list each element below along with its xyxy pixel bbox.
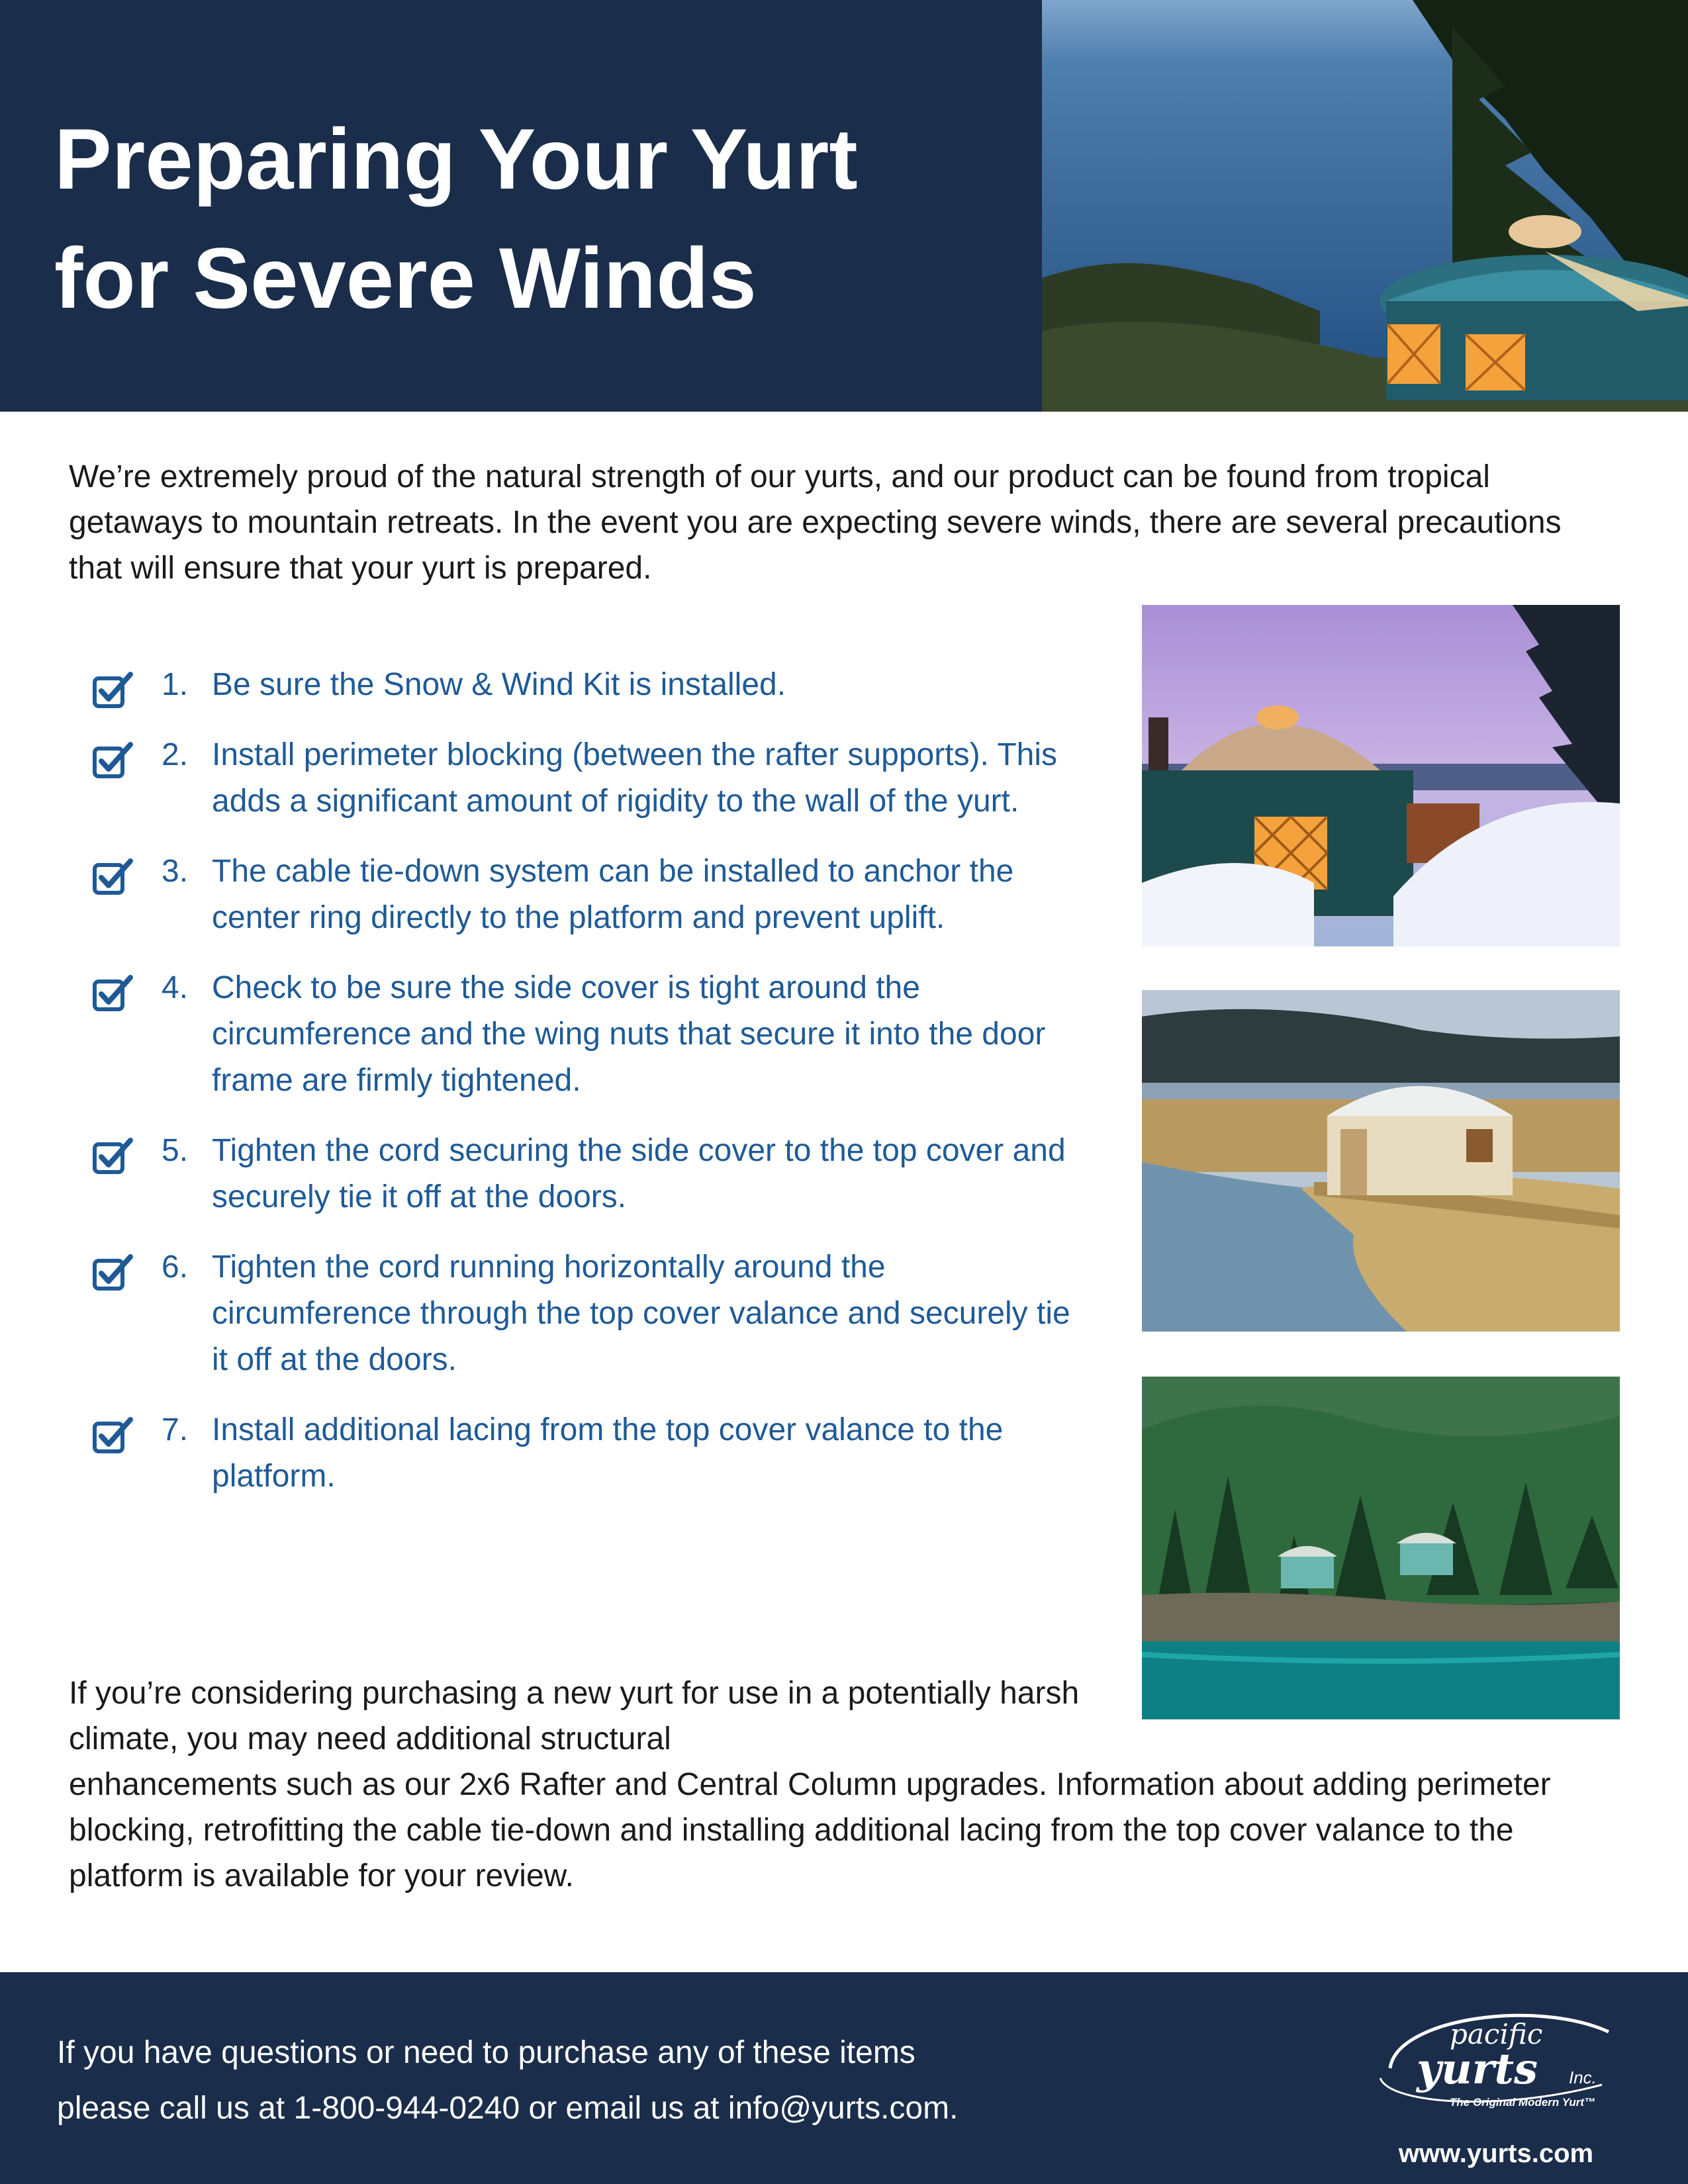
item-number: 3. (162, 854, 189, 889)
item-text: Install additional lacing from the top cover valance to the platform. (212, 1412, 1004, 1494)
checked-box-icon (93, 671, 134, 708)
photo-forest-coast-yurts (1142, 1377, 1620, 1719)
outro-paragraph (69, 1670, 1611, 1899)
intro-paragraph: We’re extremely proud of the natural strength of our yurts, and our product can be found from tropical getaways to mountain retreats. In the event you are expecting severe winds, there are several precautions that will ensure that your yurt is prepared. (69, 459, 1562, 586)
hero-photo-coastal-yurt (1042, 0, 1688, 412)
item-text: The cable tie-down system can be installed to anchor the center ring directly to the platform and prevent uplift. (212, 854, 1014, 935)
list-item (93, 1407, 1086, 1500)
photo-riverbank-yurt (1142, 990, 1620, 1332)
item-number: 4. (162, 970, 189, 1005)
checked-box-icon (93, 741, 134, 778)
item-text: Tighten the cord running horizontally around the circumference through the top cover valance and securely tie it off at the doors. (212, 1250, 1070, 1377)
checked-box-icon (93, 1137, 134, 1174)
precaution-checklist (93, 662, 1086, 1524)
logo-word-yurts: yurts (1417, 2044, 1538, 2094)
list-item (93, 965, 1086, 1104)
logo-inc: Inc. (1569, 2068, 1597, 2087)
list-item (93, 1244, 1086, 1383)
logo-tagline: The Original Modern Yurt™ (1450, 2096, 1596, 2109)
list-item (93, 662, 1086, 708)
item-number: 6. (162, 1250, 189, 1285)
item-number: 2. (162, 737, 189, 772)
item-text: Tighten the cord securing the side cover to the top cover and securely tie it off at the doors. (212, 1133, 1066, 1214)
title-line-2: for Severe Winds (54, 230, 757, 326)
logo-word-pacific: pacific (1450, 2018, 1543, 2050)
pacific-yurts-logo (1370, 2005, 1622, 2124)
outro-text-part-2: enhancements such as our 2x6 Rafter and Central Column upgrades. Information about adding perimeter blocking, retrofitting the cable tie-down and installing additional lacing from the top cover valance to the platform is available for your review. (69, 1767, 1551, 1893)
checked-box-icon (93, 1416, 134, 1453)
checked-box-icon (93, 1253, 134, 1291)
item-number: 1. (162, 667, 189, 702)
contact-line-2: please call us at 1-800-944-0240 or email us at info@yurts.com. (57, 2091, 959, 2126)
page-title (54, 99, 1021, 338)
contact-info (57, 2025, 1248, 2136)
item-number: 7. (162, 1412, 189, 1447)
list-item (93, 1128, 1086, 1220)
outro-text-part-1: If you’re considering purchasing a new yurt for use in a potentially harsh climate, you may need additional structural (69, 1676, 1080, 1756)
website-link[interactable]: www.yurts.com (1398, 2139, 1594, 2168)
list-item (93, 848, 1086, 941)
checked-box-icon (93, 858, 134, 895)
contact-line-1: If you have questions or need to purchase any of these items (57, 2035, 915, 2070)
item-text: Check to be sure the side cover is tight around the circumference and the wing nuts that secure it into the door frame are firmly tightened. (212, 970, 1046, 1098)
photo-snowy-yurt (1142, 605, 1620, 946)
list-item (93, 732, 1086, 825)
title-line-1: Preparing Your Yurt (54, 111, 858, 207)
item-number: 5. (162, 1133, 189, 1168)
header-banner (0, 0, 1042, 412)
item-text: Install perimeter blocking (between the rafter supports). This adds a significant amount of rigidity to the wall of the yurt. (212, 737, 1058, 819)
checked-box-icon (93, 974, 134, 1011)
item-text: Be sure the Snow & Wind Kit is installed. (212, 667, 786, 702)
